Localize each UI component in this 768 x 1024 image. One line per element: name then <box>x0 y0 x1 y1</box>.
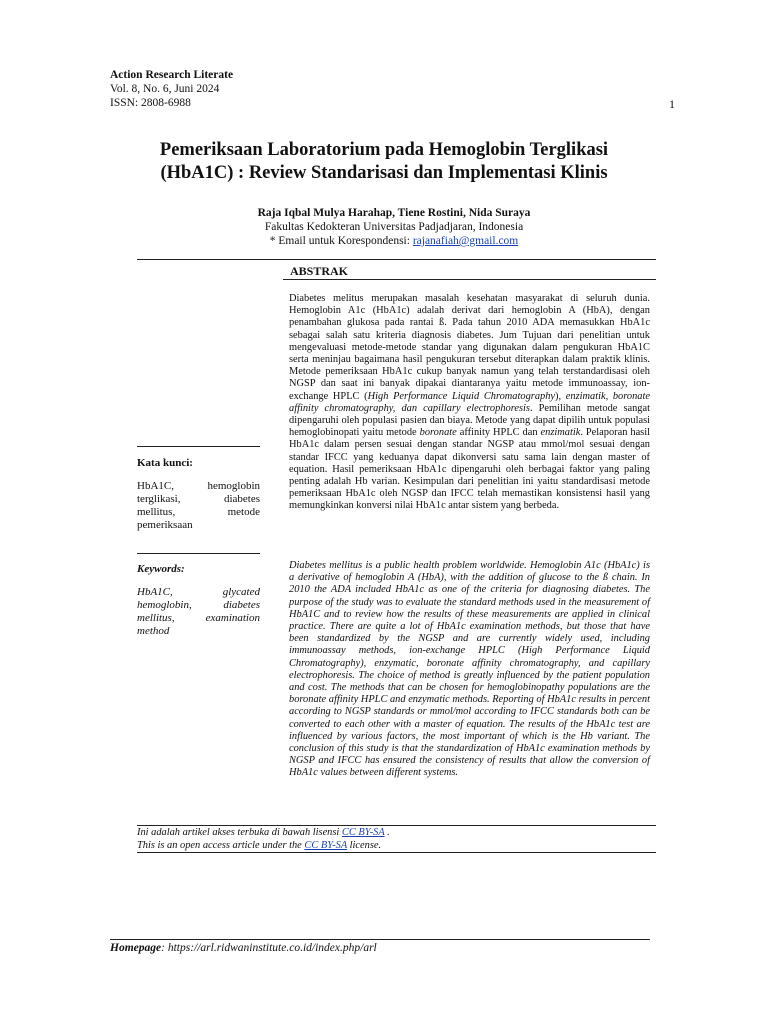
email-link[interactable]: rajanafiah@gmail.com <box>412 235 519 247</box>
page-number: 1 <box>669 97 675 111</box>
abstract-heading: ABSTRAK <box>290 264 349 278</box>
rule-license-bottom <box>137 852 656 853</box>
license-line-2 <box>137 840 390 853</box>
keywords-en-heading: Keywords: <box>137 563 185 575</box>
abstract-id-part-1: Diabetes melitus merupakan masalah kesehatan masyarakat di seluruh dunia. Hemoglobin A1c (HbA1c) adalah derivat dari hemoglobin A (HbA), dengan penambahan glukosa pada rantai ß. Pada tahun 2010 ADA memasukkan HbA1c sebagai salah satu kriteria diagnosis diabetes. Jum Tujuan dari penelitian untuk mengevaluasi metode-metode standar yang digunakan dalam pengukuran HbA1C serta meninjau bagaimana hasil pengukuran tersebut diterapkan dalam praktik klinis. Metode pemeriksaan HbA1c cukup banyak namun yang telah terstandardisasi oleh NGSP dan saat ini banyak dipakai diantaranya yaitu metode immunoassay, ion-exchange HPLC ( <box>289 293 650 402</box>
email-label: * Email untuk Korespondensi: <box>269 235 413 247</box>
rule-license-top <box>137 825 656 826</box>
title-line-2: (HbA1C) : Review Standarisasi dan Implementasi Klinis <box>160 163 608 183</box>
abstract-id-part-3: . Pemilihan metode sangat dipengaruhi oleh populasi pasien dan biaya. Metode yang dapat dipilih untuk populasi hemoglobinopati yaitu metode <box>289 402 651 439</box>
author-block <box>120 206 668 248</box>
license-line-1-suffix: . <box>384 827 390 838</box>
keywords-id <box>137 457 260 532</box>
abstract-id-italic-3: boronate <box>419 427 457 439</box>
abstract-indonesian <box>289 293 650 513</box>
abstract-id-part-5: . Pelaporan hasil HbA1c dalam persen sesuai dengan standar NGSP atau mmol/mol sesuai dengan standar IFCC yang keduanya dapat dikonversi satu sama lain dengan master of equation. Hasil pemeriksaan HbA1c dipengaruhi oleh berbagai faktor yang paling penting adalah Hb varian. Kesimpulan dari penelitian ini yaitu standardisasi metode pemeriksaan HbA1c oleh NGSP dan IFCC telah memastikan konsistensi hasil yang memungkinkan konversi nilai HbA1c antar sistem yang berbeda. <box>289 427 651 512</box>
author-names: Raja Iqbal Mulya Harahap, Tiene Rostini, Nida Suraya <box>257 207 531 219</box>
license-note <box>137 827 390 852</box>
correspondence-line <box>120 234 668 248</box>
license-line-1 <box>137 827 390 840</box>
title-line-1: Pemeriksaan Laboratorium pada Hemoglobin Terglikasi <box>159 140 609 160</box>
homepage-footer <box>110 942 377 954</box>
abstract-id-italic-1: High Performance Liquid Chromatography <box>367 390 556 402</box>
rule-footer <box>110 939 650 940</box>
journal-volume: Vol. 8, No. 6, Juni 2024 <box>110 83 220 95</box>
license-line-2-text: This is an open access article under the <box>137 839 305 851</box>
license-line-2-suffix: license. <box>347 839 382 851</box>
rule-top <box>137 259 656 260</box>
license-line-1-text: Ini adalah artikel akses terbuka di bawah lisensi <box>137 827 342 838</box>
keywords-en-text: HbA1C, glycated hemoglobin, diabetes mellitus, examination method <box>137 586 260 637</box>
license-link-2[interactable]: CC BY-SA <box>304 839 348 851</box>
journal-header <box>110 68 233 110</box>
abstract-english: Diabetes mellitus is a public health problem worldwide. Hemoglobin A1c (HbA1c) is a derivative of hemoglobin A (HbA), with the addition of glucose to the ß chain. In 2010 the ADA included HbA1c as one of the criteria for diagnosing diabetes. The purpose of the study was to evaluate the standard methods used in the measurement of HbA1C and to review how the results of these measurements are applied in clinical practice. There are quite a lot of HbA1c examination methods, but those that have been standardized by the NGSP and are currently widely used, including immunoassay methods, ion-exchange HPLC (High Performance Liquid Chromatography), enzymatic, boronate affinity chromatography, and capillary electrophoresis. The choice of method is greatly influenced by the patient population and cost. The methods that can be chosen for hemoglobinopathy populations are the boronate affinity HPLC and enzymatic methods. Reporting of HbA1c results in percent according to NGSP standards or mmol/mol according to IFCC standards both can be converted to each other with a master of equation. The results of the HbA1c test are influenced by various factors, the most important of which is the Hb variant. The conclusion of this study is that the standardization of HbA1c examination methods by NGSP and IFCC has ensured the consistency of results that allow the conversion of HbA1c values between different systems. <box>289 560 650 779</box>
journal-name: Action Research Literate <box>110 69 234 81</box>
abstract-id-italic-4: enzimatik <box>540 427 581 439</box>
keywords-id-heading: Kata kunci: <box>137 457 193 469</box>
keywords-en <box>137 563 260 638</box>
rule-abstract-heading <box>283 279 656 280</box>
abstract-id-part-4: affinity HPLC dan <box>456 427 541 439</box>
abstract-id-italic-2: enzimatik, boronate affinity chromatography, dan capillary electrophoresis <box>289 390 650 414</box>
homepage-separator: : <box>161 942 168 954</box>
article-title <box>120 139 648 185</box>
license-link-1[interactable]: CC BY-SA <box>341 827 385 838</box>
abstract-id-part-2: ), <box>555 390 566 402</box>
rule-keywords-id <box>137 446 260 447</box>
keywords-id-text: HbA1C, hemoglobin terglikasi, diabetes mellitus, metode pemeriksaan <box>137 480 260 531</box>
rule-keywords-en <box>137 553 260 554</box>
homepage-label: Homepage <box>110 942 162 954</box>
author-affiliation: Fakultas Kedokteran Universitas Padjadjaran, Indonesia <box>264 221 524 233</box>
homepage-url[interactable]: https://arl.ridwaninstitute.co.id/index.php/arl <box>167 942 377 954</box>
journal-issn: ISSN: 2808-6988 <box>110 97 191 109</box>
